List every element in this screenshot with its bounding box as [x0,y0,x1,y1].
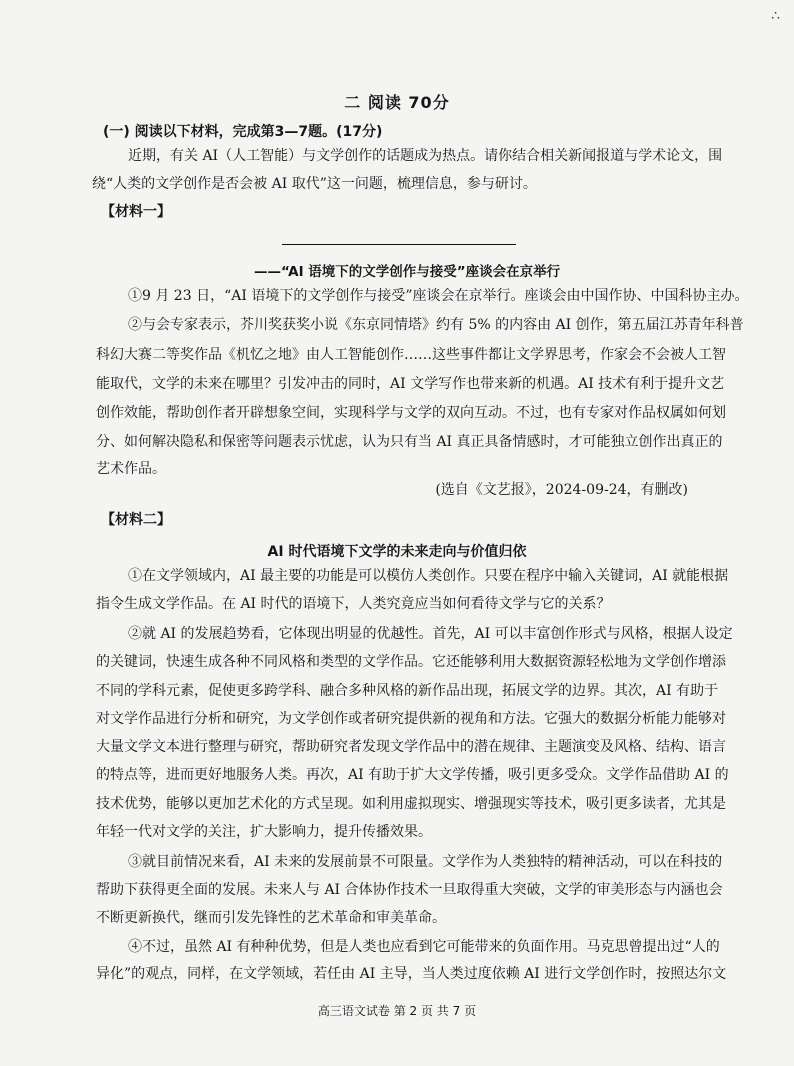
material2-para-line: 指令生成文学作品。在 AI 时代的语境下，人类究竟应当如何看待文学与它的关系？ [96,596,611,612]
part1-intro-line: 绕“人类的文学创作是否会被 AI 取代”这一问题，梳理信息，参与研讨。 [92,176,537,192]
material2-para-line: ①在文学领域内，AI 最主要的功能是可以模仿人类创作。只要在程序中输入关键词，AI 就能根据 [128,568,729,584]
material1-para-line: 科幻大赛二等奖作品《机忆之地》由人工智能创作……这些事件都让文学界思考，作家会不会被人工智 [96,347,726,363]
material2-label: 【材料二】 [101,512,171,528]
headline-rule [282,244,516,245]
material2-para-line: 不同的学科元素，促使更多跨学科、融合多种风格的新作品出现，拓展文学的边界。其次，AI 有助于 [96,683,719,699]
part1-intro-line: 近期，有关 AI（人工智能）与文学创作的话题成为热点。请你结合相关新闻报道与学术论文，围 [128,148,723,164]
material2-para-line: 的关键词，快速生成各种不同风格和类型的文学作品。它还能够利用大数据资源轻松地为文学创作增添 [96,654,726,670]
material2-para-line: 年轻一代对文学的关注，扩大影响力，提升传播效果。 [96,824,432,840]
material1-para-line: 艺术作品。 [96,461,166,477]
material2-para-line: 大量文学文本进行整理与研究，帮助研究者发现文学作品中的潜在规律、主题演变及风格、结构、语言 [96,739,726,755]
material2-para-line: 异化”的观点，同样，在文学领域，若任由 AI 主导，当人类过度依赖 AI 进行文学创作时，按照达尔文 [96,966,727,982]
material2-para-line: ②就 AI 的发展趋势看，它体现出明显的优越性。首先，AI 可以丰富创作形式与风格，根据人设定 [128,626,733,642]
material1-para-line: 能取代，文学的未来在哪里？引发冲击的同时，AI 文学写作也带来新的机遇。AI 技术有利于提升文艺 [96,376,725,392]
material2-headline: AI 时代语境下文学的未来走向与价值归依 [267,544,527,560]
material2-para-line: 帮助下获得更全面的发展。未来人与 AI 合体协作技术一旦取得重大突破，文学的审美形态与内涵也会 [96,882,723,898]
material2-para-line: 的特点等，进而更好地服务人类。再次，AI 有助于扩大文学传播，吸引更多受众。文学作品借助 AI 的 [96,767,729,783]
corner-mark: ∴ [771,8,780,24]
material1-para-line: 分、如何解决隐私和保密等问题表示忧虑，认为只有当 AI 真正具备情感时，才可能独立创作出真正的 [96,434,723,450]
material2-para-line: 不断更新换代，继而引发先锋性的艺术革命和审美革命。 [96,910,446,926]
material1-label: 【材料一】 [101,204,171,220]
material2-para-line: ③就目前情况来看，AI 未来的发展前景不可限量。文学作为人类独特的精神活动，可以在科技的 [128,854,723,870]
material1-source: (选自《文艺报》，2024-09-24，有删改) [435,482,688,498]
material1-para-line: 创作效能，帮助创作者开辟想象空间，实现科学与文学的双向互动。不过，也有专家对作品权属如何划 [96,405,726,421]
page-footer: 高三语文试卷 第 2 页 共 7 页 [317,1004,477,1018]
part1-heading: (一) 阅读以下材料，完成第3—7题。(17分) [103,124,383,140]
material1-headline: ——“AI 语境下的文学创作与接受”座谈会在京举行 [254,264,561,280]
material1-para-line: ②与会专家表示，芥川奖获奖小说《东京同情塔》约有 5% 的内容由 AI 创作，第五届江苏青年科普 [128,317,744,333]
section-title: 二 阅读 70分 [344,93,450,112]
material2-para-line: 对文学作品进行分析和研究，为文学创作或者研究提供新的视角和方法。它强大的数据分析能力能够对 [96,711,726,727]
material2-para-line: 技术优势，能够以更加艺术化的方式呈现。如利用虚拟现实、增强现实等技术，吸引更多读者，尤其是 [96,796,726,812]
material2-para-line: ④不过，虽然 AI 有种种优势，但是人类也应看到它可能带来的负面作用。马克思曾提出过“人的 [128,939,720,955]
material1-para-line: ①9 月 23 日，“AI 语境下的文学创作与接受”座谈会在京举行。座谈会由中国作协、中国科协主办。 [128,288,749,304]
